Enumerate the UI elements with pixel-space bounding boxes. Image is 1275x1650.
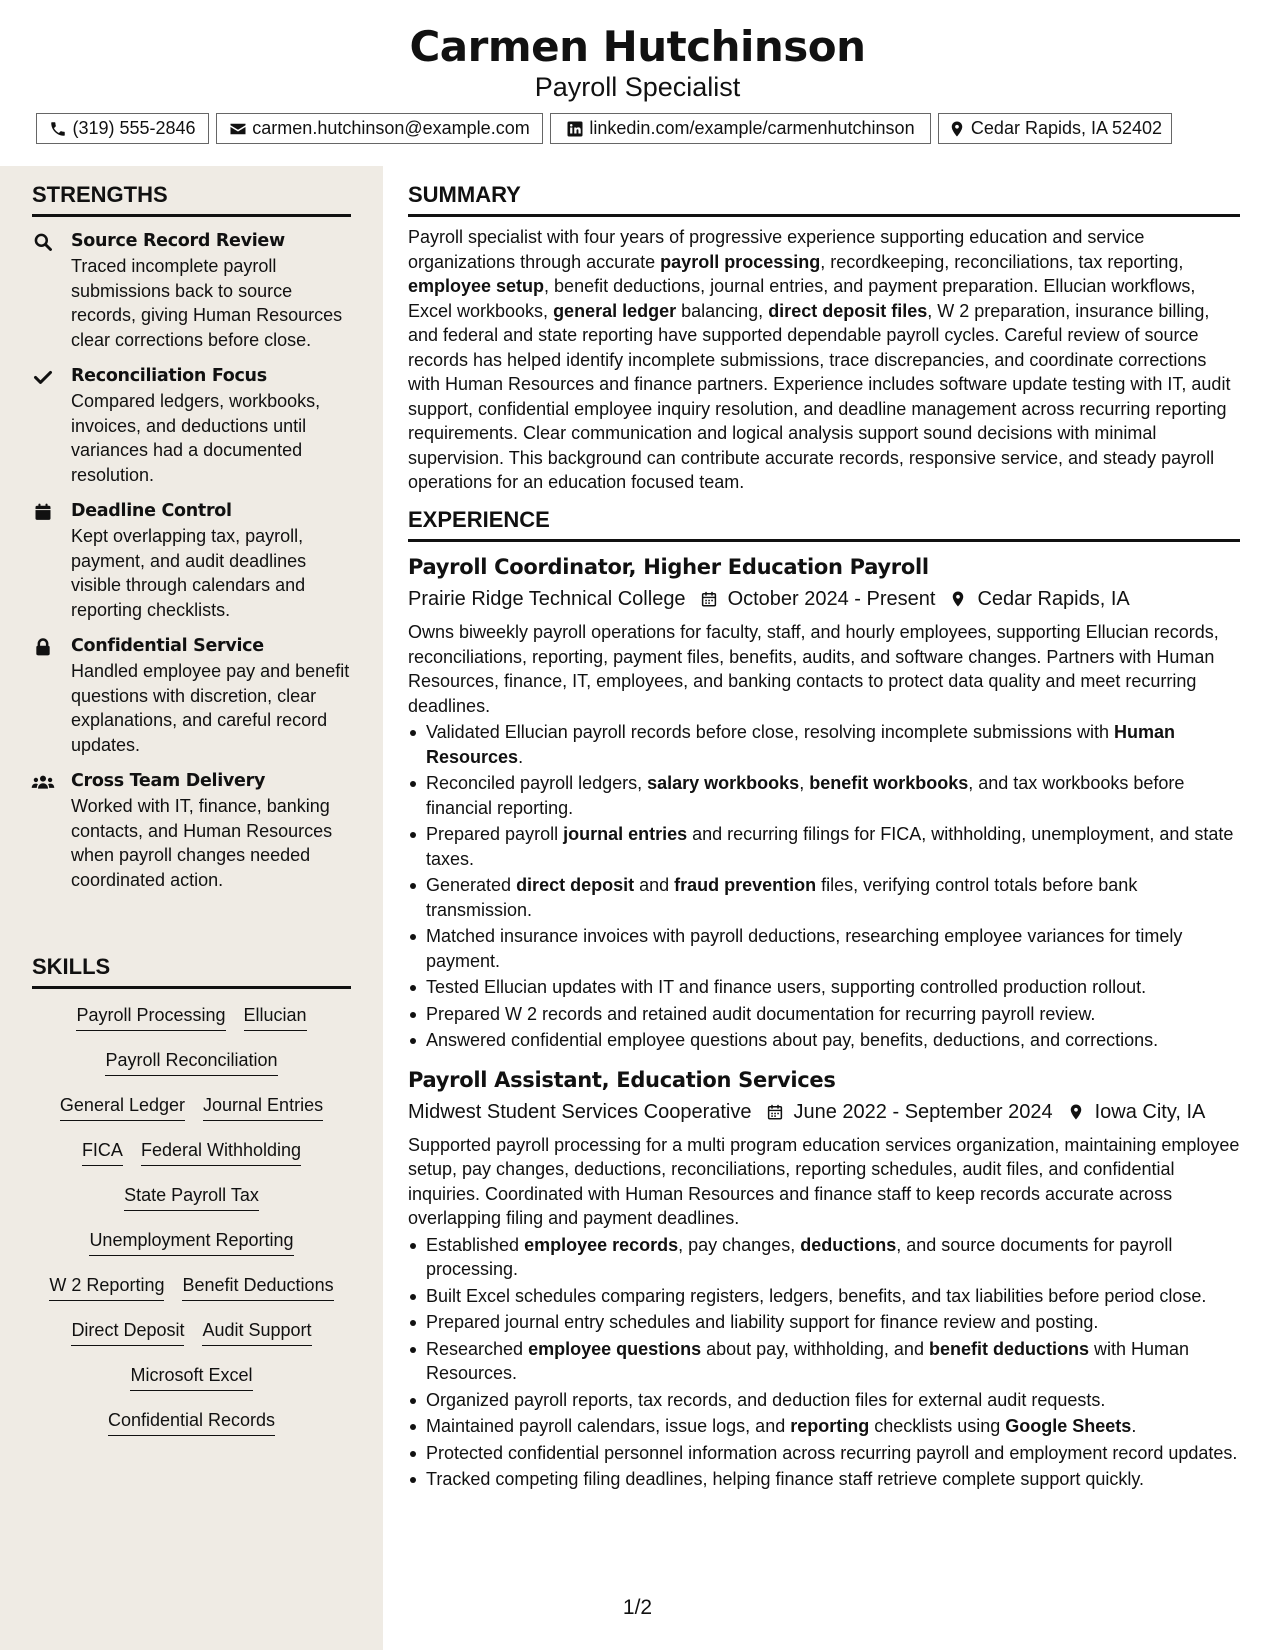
job-bullet — [408, 1002, 1240, 1027]
skill-row — [32, 1132, 351, 1177]
job-bullets — [408, 1233, 1240, 1492]
contact-linkedin[interactable] — [550, 113, 931, 144]
bold-text: employee records — [524, 1234, 679, 1255]
text-run: Organized payroll reports, tax records, and deduction files for external audit requests. — [426, 1389, 1106, 1410]
job-location: Iowa City, IA — [1094, 1100, 1206, 1123]
skill-row — [32, 997, 351, 1042]
candidate-name: Carmen Hutchinson — [409, 22, 866, 71]
job-bullet — [408, 924, 1240, 973]
bold-text: deductions — [800, 1234, 897, 1255]
skill-tag: W 2 Reporting — [49, 1275, 164, 1301]
bold-text: fraud prevention — [674, 875, 817, 895]
job-entry — [408, 552, 1240, 1053]
bold-text: employee setup — [408, 276, 545, 296]
skill-tag: FICA — [82, 1140, 123, 1166]
job-bullet — [408, 1310, 1240, 1335]
envelope-icon — [229, 120, 247, 138]
skill-row — [32, 1222, 351, 1267]
job-bullet — [408, 1028, 1240, 1053]
contact-email[interactable] — [216, 113, 543, 144]
strength-title: Deadline Control — [71, 501, 232, 521]
summary-heading: SUMMARY — [408, 182, 1240, 217]
text-run: , and source documents for payroll processing. — [426, 1234, 1173, 1279]
bold-text: journal entries — [563, 824, 688, 844]
bold-text: salary workbooks — [647, 773, 800, 793]
text-run: , W 2 preparation, insurance billing, and federal and state reporting have supported dependable payroll cycles. Careful review of source records has helped identify incomplete submissions, trace discrepancies, and coordinate corrections with Human Resources and finance partners. Experience includes software update testing with IT, audit support, confidential employee inquiry resolution, and deadline management across recurring reporting requirements. Clear communication and logical analysis support sound decisions with minimal supervision. This background can contribute accurate records, responsive service, and steady payroll operations for an education focused team. — [408, 300, 1231, 492]
job-description: Supported payroll processing for a multi program education services organization, maintaining employee setup, pay changes, deductions, reconciliations, reporting schedules, audit files, and confidential inquiries. Coordinated with Human Resources and finance staff to keep records accurate across overlapping filing and payment deadlines. — [408, 1134, 1240, 1228]
text-run: Payroll specialist with four years of progressive experience supporting education and service organizations through accurate — [408, 227, 1145, 272]
users-icon — [31, 772, 55, 792]
skill-tag: Microsoft Excel — [130, 1365, 252, 1391]
skill-tag: State Payroll Tax — [124, 1185, 259, 1211]
resume-header — [0, 0, 1275, 166]
skill-tag: Direct Deposit — [71, 1320, 184, 1346]
linkedin-icon — [566, 120, 584, 138]
text-run: Prepared W 2 records and retained audit documentation for recurring payroll review. — [426, 1003, 1096, 1024]
job-bullets — [408, 720, 1240, 1053]
bold-text: benefit workbooks — [809, 773, 969, 793]
main-content — [383, 166, 1275, 1650]
text-run: Tracked competing filing deadlines, helping finance staff retrieve complete support quickly. — [426, 1469, 1145, 1489]
candidate-role: Payroll Specialist — [534, 72, 741, 102]
job-bullet — [408, 822, 1240, 871]
text-run: Generated — [426, 875, 517, 895]
text-run: Prepared payroll — [426, 824, 564, 844]
map-pin-icon — [948, 120, 966, 138]
job-dates: October 2024 - Present — [727, 588, 936, 610]
text-run: Researched — [426, 1338, 529, 1359]
text-run: Matched insurance invoices with payroll deductions, researching employee variances for timely payment. — [426, 926, 1183, 971]
job-bullet — [408, 1233, 1240, 1282]
skills-section — [32, 954, 351, 1447]
job-location: Cedar Rapids, IA — [977, 588, 1130, 610]
sidebar — [0, 166, 383, 1650]
job-company: Midwest Student Services Cooperative — [408, 1100, 752, 1123]
strength-title: Cross Team Delivery — [71, 771, 266, 791]
text-run: Built Excel schedules comparing registers, ledgers, benefits, and tax liabilities before period close. — [426, 1285, 1207, 1306]
strength-title: Source Record Review — [71, 231, 285, 251]
skill-tag: Unemployment Reporting — [89, 1230, 293, 1256]
skill-tag: Audit Support — [202, 1320, 311, 1346]
job-bullet — [408, 720, 1240, 769]
text-run: . — [518, 746, 524, 767]
job-bullet — [408, 1441, 1240, 1466]
contact-linkedin-text: linkedin.com/example/carmenhutchinson — [589, 118, 915, 138]
strength-item — [32, 634, 351, 757]
strength-item — [32, 229, 351, 352]
text-run: files, verifying control totals before bank transmission. — [426, 875, 1138, 920]
skill-row — [32, 1042, 351, 1087]
search-icon — [33, 232, 53, 252]
bold-text: direct deposit — [516, 875, 635, 895]
skill-tag: Ellucian — [244, 1005, 307, 1031]
bold-text: reporting — [790, 1416, 870, 1436]
contact-email-text: carmen.hutchinson@example.com — [252, 118, 530, 138]
calendar-icon — [700, 589, 718, 609]
job-company: Prairie Ridge Technical College — [408, 588, 686, 610]
job-bullet — [408, 1337, 1240, 1386]
skill-row — [32, 1312, 351, 1357]
calendar-icon — [766, 1102, 784, 1122]
skill-row — [32, 1267, 351, 1312]
text-run: Answered confidential employee questions about pay, benefits, deductions, and corrections. — [426, 1030, 1159, 1050]
skills-heading: SKILLS — [32, 954, 351, 989]
skill-row — [32, 1177, 351, 1222]
strength-item — [32, 364, 351, 487]
job-bullet — [408, 1388, 1240, 1413]
summary-section — [408, 182, 1240, 495]
skill-tag: Payroll Processing — [76, 1005, 225, 1031]
job-title: Payroll Coordinator, Higher Education Payroll — [408, 555, 929, 579]
phone-icon — [49, 120, 67, 138]
text-run: Prepared journal entry schedules and liability support for finance review and posting. — [426, 1312, 1099, 1332]
text-run: . — [1131, 1416, 1137, 1436]
job-dates: June 2022 - September 2024 — [793, 1100, 1053, 1123]
text-run: Validated Ellucian payroll records before close, resolving incomplete submissions with — [426, 722, 1114, 742]
skill-row — [32, 1087, 351, 1132]
strength-item — [32, 499, 351, 622]
bold-text: general ledger — [553, 300, 677, 321]
strengths-section — [32, 182, 351, 892]
experience-heading: EXPERIENCE — [408, 507, 1240, 542]
skill-tag: Payroll Reconciliation — [105, 1050, 277, 1076]
strength-text: Handled employee pay and benefit questions with discretion, clear explanations, and careful record updates. — [71, 661, 350, 755]
map-pin-icon — [949, 589, 967, 609]
map-pin-icon — [1067, 1102, 1085, 1122]
skills-list — [32, 997, 351, 1447]
strength-text: Compared ledgers, workbooks, invoices, and deductions until variances had a documented resolution. — [71, 391, 321, 485]
text-run: with Human Resources. — [426, 1338, 1190, 1383]
page-number: 1/2 — [622, 1596, 653, 1619]
job-bullet — [408, 771, 1240, 820]
text-run: about pay, withholding, and — [701, 1338, 929, 1359]
contact-phone-text: (319) 555-2846 — [72, 118, 196, 138]
bold-text: payroll processing — [660, 251, 821, 272]
job-bullet — [408, 1284, 1240, 1309]
check-icon — [33, 367, 53, 387]
contact-phone[interactable] — [36, 113, 209, 144]
text-run: , pay changes, — [678, 1234, 801, 1255]
experience-section — [408, 507, 1240, 1492]
strength-text: Traced incomplete payroll submissions back to source records, giving Human Resources clear corrections before close. — [71, 256, 343, 350]
text-run: , benefit deductions, journal entries, and payment preparation. Ellucian workflows, Excel workbooks, — [408, 276, 1196, 321]
skill-row — [32, 1357, 351, 1402]
job-bullet — [408, 1414, 1240, 1439]
skill-tag: General Ledger — [60, 1095, 185, 1121]
job-bullet — [408, 1467, 1240, 1492]
skill-tag: Journal Entries — [203, 1095, 323, 1121]
text-run: Reconciled payroll ledgers, — [426, 773, 648, 793]
job-description: Owns biweekly payroll operations for faculty, staff, and hourly employees, supporting Ellucian records, reconciliations, reporting, payment files, benefits, audits, and software changes. Partners with Human Resources, finance, IT, employees, and banking contacts to protect data quality and meet recurring deadlines. — [408, 622, 1219, 716]
skill-tag: Confidential Records — [108, 1410, 275, 1436]
summary-text — [408, 225, 1240, 495]
lock-icon — [33, 637, 53, 657]
strength-title: Confidential Service — [71, 636, 264, 656]
text-run: , and tax workbooks before financial reporting. — [426, 773, 1185, 818]
text-run: balancing, — [676, 300, 769, 321]
text-run: checklists using — [869, 1416, 1006, 1436]
text-run: , — [799, 773, 810, 793]
strength-item — [32, 769, 351, 892]
bold-text: benefit deductions — [928, 1338, 1089, 1359]
bold-text: direct deposit files — [768, 300, 928, 321]
contact-location — [938, 113, 1172, 144]
strength-text: Worked with IT, finance, banking contacts, and Human Resources when payroll changes needed coordinated action. — [71, 796, 333, 890]
job-meta — [408, 1097, 1240, 1127]
job-title: Payroll Assistant, Education Services — [408, 1067, 836, 1092]
text-run: and recurring filings for FICA, withholding, unemployment, and state taxes. — [426, 824, 1234, 869]
text-run: and — [634, 875, 675, 895]
text-run: Protected confidential personnel information across recurring payroll and employment record updates. — [426, 1442, 1238, 1463]
bold-text: Google Sheets — [1005, 1416, 1132, 1436]
job-meta — [408, 584, 1240, 614]
skill-tag: Federal Withholding — [141, 1140, 301, 1166]
skill-tag: Benefit Deductions — [182, 1275, 333, 1301]
bold-text: Human Resources — [426, 722, 1176, 767]
job-entry — [408, 1065, 1240, 1492]
text-run: Established — [426, 1234, 525, 1255]
job-bullet — [408, 873, 1240, 922]
strengths-heading: STRENGTHS — [32, 182, 351, 217]
strength-text: Kept overlapping tax, payroll, payment, and audit deadlines visible through calendars and reporting checklists. — [71, 526, 307, 620]
job-bullet — [408, 975, 1240, 1000]
strength-title: Reconciliation Focus — [71, 366, 267, 386]
bold-text: employee questions — [528, 1338, 702, 1359]
text-run: , recordkeeping, reconciliations, tax reporting, — [820, 251, 1184, 272]
text-run: Tested Ellucian updates with IT and finance users, supporting controlled production rollout. — [426, 977, 1147, 997]
calendar-icon — [33, 502, 53, 522]
text-run: Maintained payroll calendars, issue logs, and — [426, 1416, 791, 1436]
contact-location-text: Cedar Rapids, IA 52402 — [970, 118, 1163, 138]
skill-row — [32, 1402, 351, 1447]
